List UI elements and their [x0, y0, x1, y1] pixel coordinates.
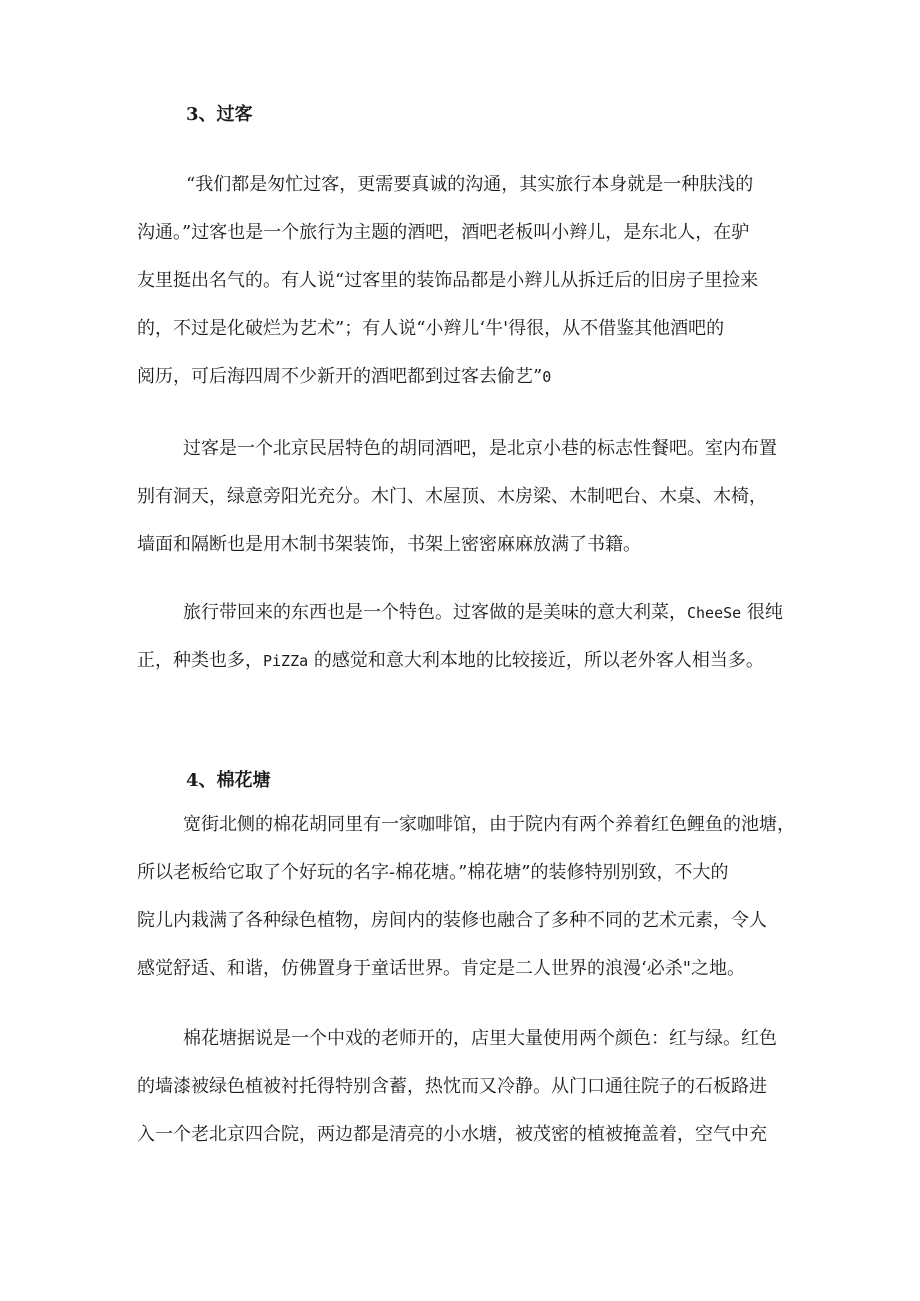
paragraph-text: 的感觉和意大利本地的比较接近，所以老外客人相当多。 [313, 650, 764, 671]
paragraph-line: 院儿内栽满了各种绿色植物，房间内的装修也融合了多种不同的艺术元素，令人 [137, 910, 767, 931]
inline-latin-word: CheeSe [687, 604, 742, 622]
section-4-heading: 4、棉花塘 [186, 770, 271, 791]
paragraph-line [137, 365, 551, 389]
paragraph-line: 入一个老北京四合院，两边都是清亮的小水塘，被茂密的植被掩盖着，空气中充 [137, 1124, 767, 1145]
paragraph-line: 所以老板给它取了个好玩的名字-棉花塘。”棉花塘”的装修特别别致，不大的 [137, 862, 729, 883]
paragraph-line [137, 649, 764, 673]
paragraph-line: 宽街北侧的棉花胡同里有一家咖啡馆，由于院内有两个养着红色鲤鱼的池塘， [183, 814, 795, 835]
section-3-heading: 3、过客 [186, 104, 253, 125]
paragraph-tail: 0 [542, 368, 552, 386]
paragraph-line: 墙面和隔断也是用木制书架装饰，书架上密密麻麻放满了书籍。 [137, 534, 641, 555]
paragraph-text: 旅行带回来的东西也是一个特色。过客做的是美味的意大利菜， [183, 602, 687, 623]
paragraph-text: 正，种类也多， [137, 650, 263, 671]
paragraph-line: 棉花塘据说是一个中戏的老师开的，店里大量使用两个颜色：红与绿。红色 [183, 1028, 777, 1049]
paragraph-line [183, 601, 783, 625]
paragraph-line: 的，不过是化破烂为艺术”；有人说“小辫儿‘牛'得很，从不借鉴其他酒吧的 [137, 318, 725, 339]
inline-latin-word: PiZZa [263, 652, 309, 670]
paragraph-text: 很纯 [746, 602, 783, 623]
paragraph-line: “我们都是匆忙过客，更需要真诚的沟通，其实旅行本身就是一种肤浅的 [186, 174, 754, 195]
paragraph-line: 的墙漆被绿色植被衬托得特别含蓄，热忱而又冷静。从门口通往院子的石板路进 [137, 1076, 767, 1097]
paragraph-line: 友里挺出名气的。有人说“过客里的装饰品都是小辫儿从拆迁后的旧房子里捡来 [137, 270, 759, 291]
paragraph-line: 过客是一个北京民居特色的胡同酒吧，是北京小巷的标志性餐吧。室内布置 [183, 438, 777, 459]
paragraph-line: 别有洞天，绿意旁阳光充分。木门、木屋顶、木房梁、木制吧台、木桌、木椅， [137, 486, 767, 507]
paragraph-text: 阅历，可后海四周不少新开的酒吧都到过客去偷艺” [137, 366, 543, 387]
paragraph-line: 沟通。”过客也是一个旅行为主题的酒吧，酒吧老板叫小辫儿，是东北人，在驴 [137, 222, 750, 243]
paragraph-line: 感觉舒适、和谐，仿佛置身于童话世界。肯定是二人世界的浪漫‘必杀"之地。 [137, 958, 745, 979]
